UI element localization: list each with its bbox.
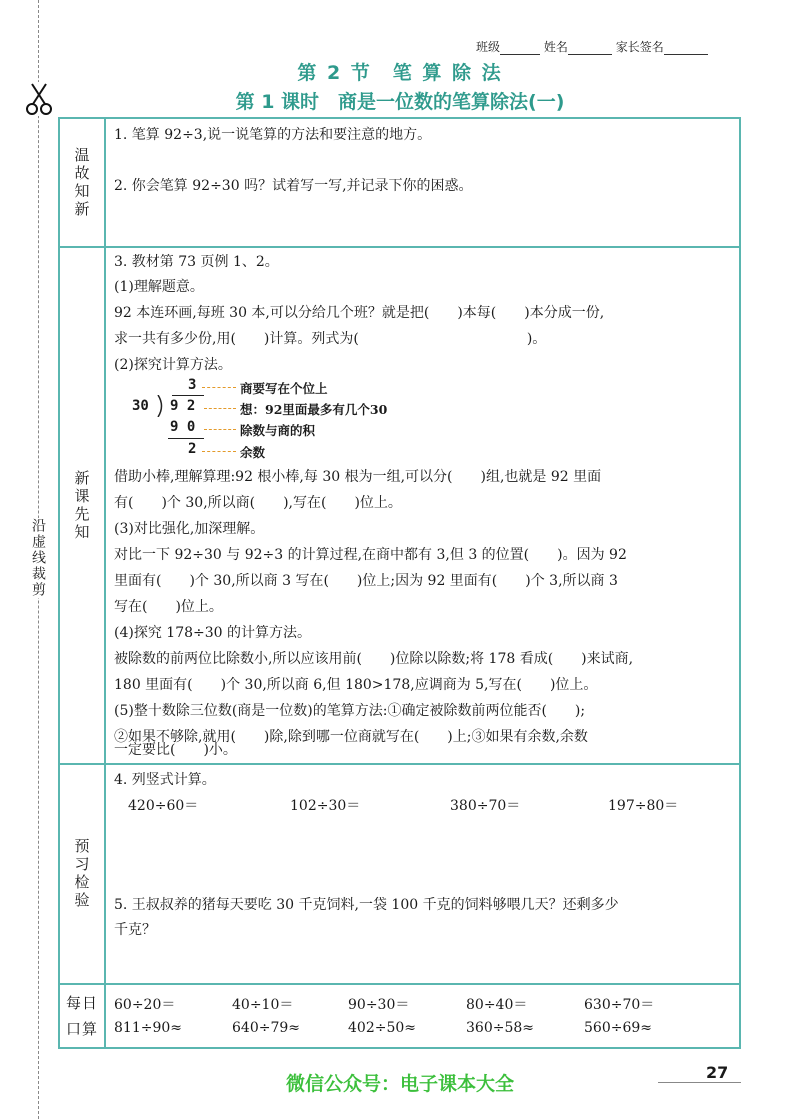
note-pointer [202, 387, 236, 388]
daily-problem: 90÷30＝ [348, 997, 410, 1013]
text-line: 有( )个 30,所以商( ),写在( )位上。 [114, 495, 402, 511]
review-question-1: 1. 笔算 92÷3,说一说笔算的方法和要注意的地方。 [114, 127, 432, 143]
page-number: 27 [706, 1063, 729, 1082]
preview-section [60, 765, 739, 985]
class-blank [500, 54, 540, 55]
cut-instruction: 沿虚线裁剪 [27, 518, 49, 598]
problem: 102÷30＝ [290, 798, 361, 814]
daily-problem: 811÷90≈ [114, 1020, 182, 1036]
text-line: (2)探究计算方法。 [114, 357, 232, 373]
name-label: 姓名 [543, 40, 568, 54]
lesson-title: 第 1 课时 商是一位数的笔算除法(一) [235, 91, 565, 113]
section-title: 第 2 节 笔 算 除 法 [297, 62, 503, 84]
note-think: 想：92里面最多有几个30 [240, 402, 388, 417]
name-blank [568, 54, 612, 55]
subtraction-line [168, 438, 204, 439]
daily-problem: 402÷50≈ [348, 1020, 416, 1036]
division-dividend: 9 2 [170, 398, 196, 414]
review-label: 温故知新 [60, 119, 106, 246]
daily-problem: 60÷20＝ [114, 997, 176, 1013]
parent-signature-blank [664, 54, 708, 55]
preview-question-4: 4. 列竖式计算。 [114, 772, 216, 788]
daily-math-section [60, 985, 739, 1047]
parent-signature-label: 家长签名 [615, 40, 664, 54]
review-question-2: 2. 你会笔算 92÷30 吗？试着写一写,并记录下你的困惑。 [114, 178, 473, 194]
text-line: 求一共有多少份,用( )计算。列式为( )。 [114, 331, 547, 347]
note-quotient: 商要写在个位上 [240, 381, 328, 396]
note-pointer [204, 408, 236, 409]
class-label: 班级 [476, 40, 501, 54]
preview-label: 预习检验 [60, 765, 106, 983]
note-product: 除数与商的积 [240, 423, 316, 438]
daily-problem: 40÷10＝ [232, 997, 294, 1013]
daily-problem: 640÷79≈ [232, 1020, 300, 1036]
text-line: 写在( )位上。 [114, 599, 223, 615]
new-lesson-label: 新课先知 [60, 248, 106, 763]
daily-problem: 80÷40＝ [466, 997, 528, 1013]
text-line: (3)对比强化,加深理解。 [114, 521, 265, 537]
text-line: (4)探究 178÷30 的计算方法。 [114, 625, 311, 641]
text-line: 3. 教材第 73 页例 1、2。 [114, 254, 279, 270]
division-divisor: 30 [132, 398, 149, 414]
worksheet-table [58, 117, 741, 1049]
long-division-diagram [132, 375, 462, 471]
preview-question-5-cont: 千克？ [114, 922, 156, 938]
preview-question-5: 5. 王叔叔养的猪每天要吃 30 千克饲料,一袋 100 千克的饲料够喂几天？还剩多少 [114, 897, 619, 913]
daily-problem: 560÷69≈ [584, 1020, 652, 1036]
daily-problem: 630÷70＝ [584, 997, 655, 1013]
text-line: 被除数的前两位比除数小,所以应该用前( )位除以除数;将 178 看成( )来试商, [114, 651, 634, 667]
division-remainder: 2 [188, 441, 197, 457]
text-line: 里面有( )个 30,所以商 3 写在( )位上;因为 92 里面有( )个 3,所以商 3 [114, 573, 618, 589]
text-line: 180 里面有( )个 30,所以商 6,但 180>178,应调商为 5,写在( )位上。 [114, 677, 598, 693]
text-line: ②如果不够除,就用( )除,除到哪一位商就写在( )上;③如果有余数,余数 [114, 729, 588, 745]
problem: 380÷70＝ [450, 798, 521, 814]
daily-math-label: 每日 口算 [60, 985, 106, 1047]
daily-problem: 360÷58≈ [466, 1020, 534, 1036]
note-pointer [204, 429, 236, 430]
problem: 197÷80＝ [608, 798, 679, 814]
text-line: 对比一下 92÷30 与 92÷3 的计算过程,在商中都有 3,但 3 的位置( )。因为 92 [114, 547, 627, 563]
text-line: (5)整十数除三位数(商是一位数)的笔算方法:①确定被除数前两位能否( ); [114, 703, 586, 719]
text-line: 92 本连环画,每班 30 本,可以分给几个班？就是把( )本每( )本分成一份, [114, 305, 605, 321]
division-bracket [156, 395, 166, 417]
problem: 420÷60＝ [128, 798, 199, 814]
text-line: 借助小棒,理解算理:92 根小棒,每 30 根为一组,可以分( )组,也就是 92 里面 [114, 469, 602, 485]
text-line: (1)理解题意。 [114, 279, 204, 295]
division-product: 9 0 [170, 419, 196, 435]
text-line: 一定要比( )小。 [114, 742, 237, 758]
note-remainder: 余数 [240, 445, 266, 460]
student-info [476, 38, 708, 55]
review-section [60, 119, 739, 248]
division-bar [172, 395, 204, 396]
new-lesson-section [60, 248, 739, 765]
wechat-footer: 微信公众号：电子课本大全 [285, 1073, 514, 1095]
division-quotient: 3 [188, 377, 197, 393]
note-pointer [202, 451, 236, 452]
